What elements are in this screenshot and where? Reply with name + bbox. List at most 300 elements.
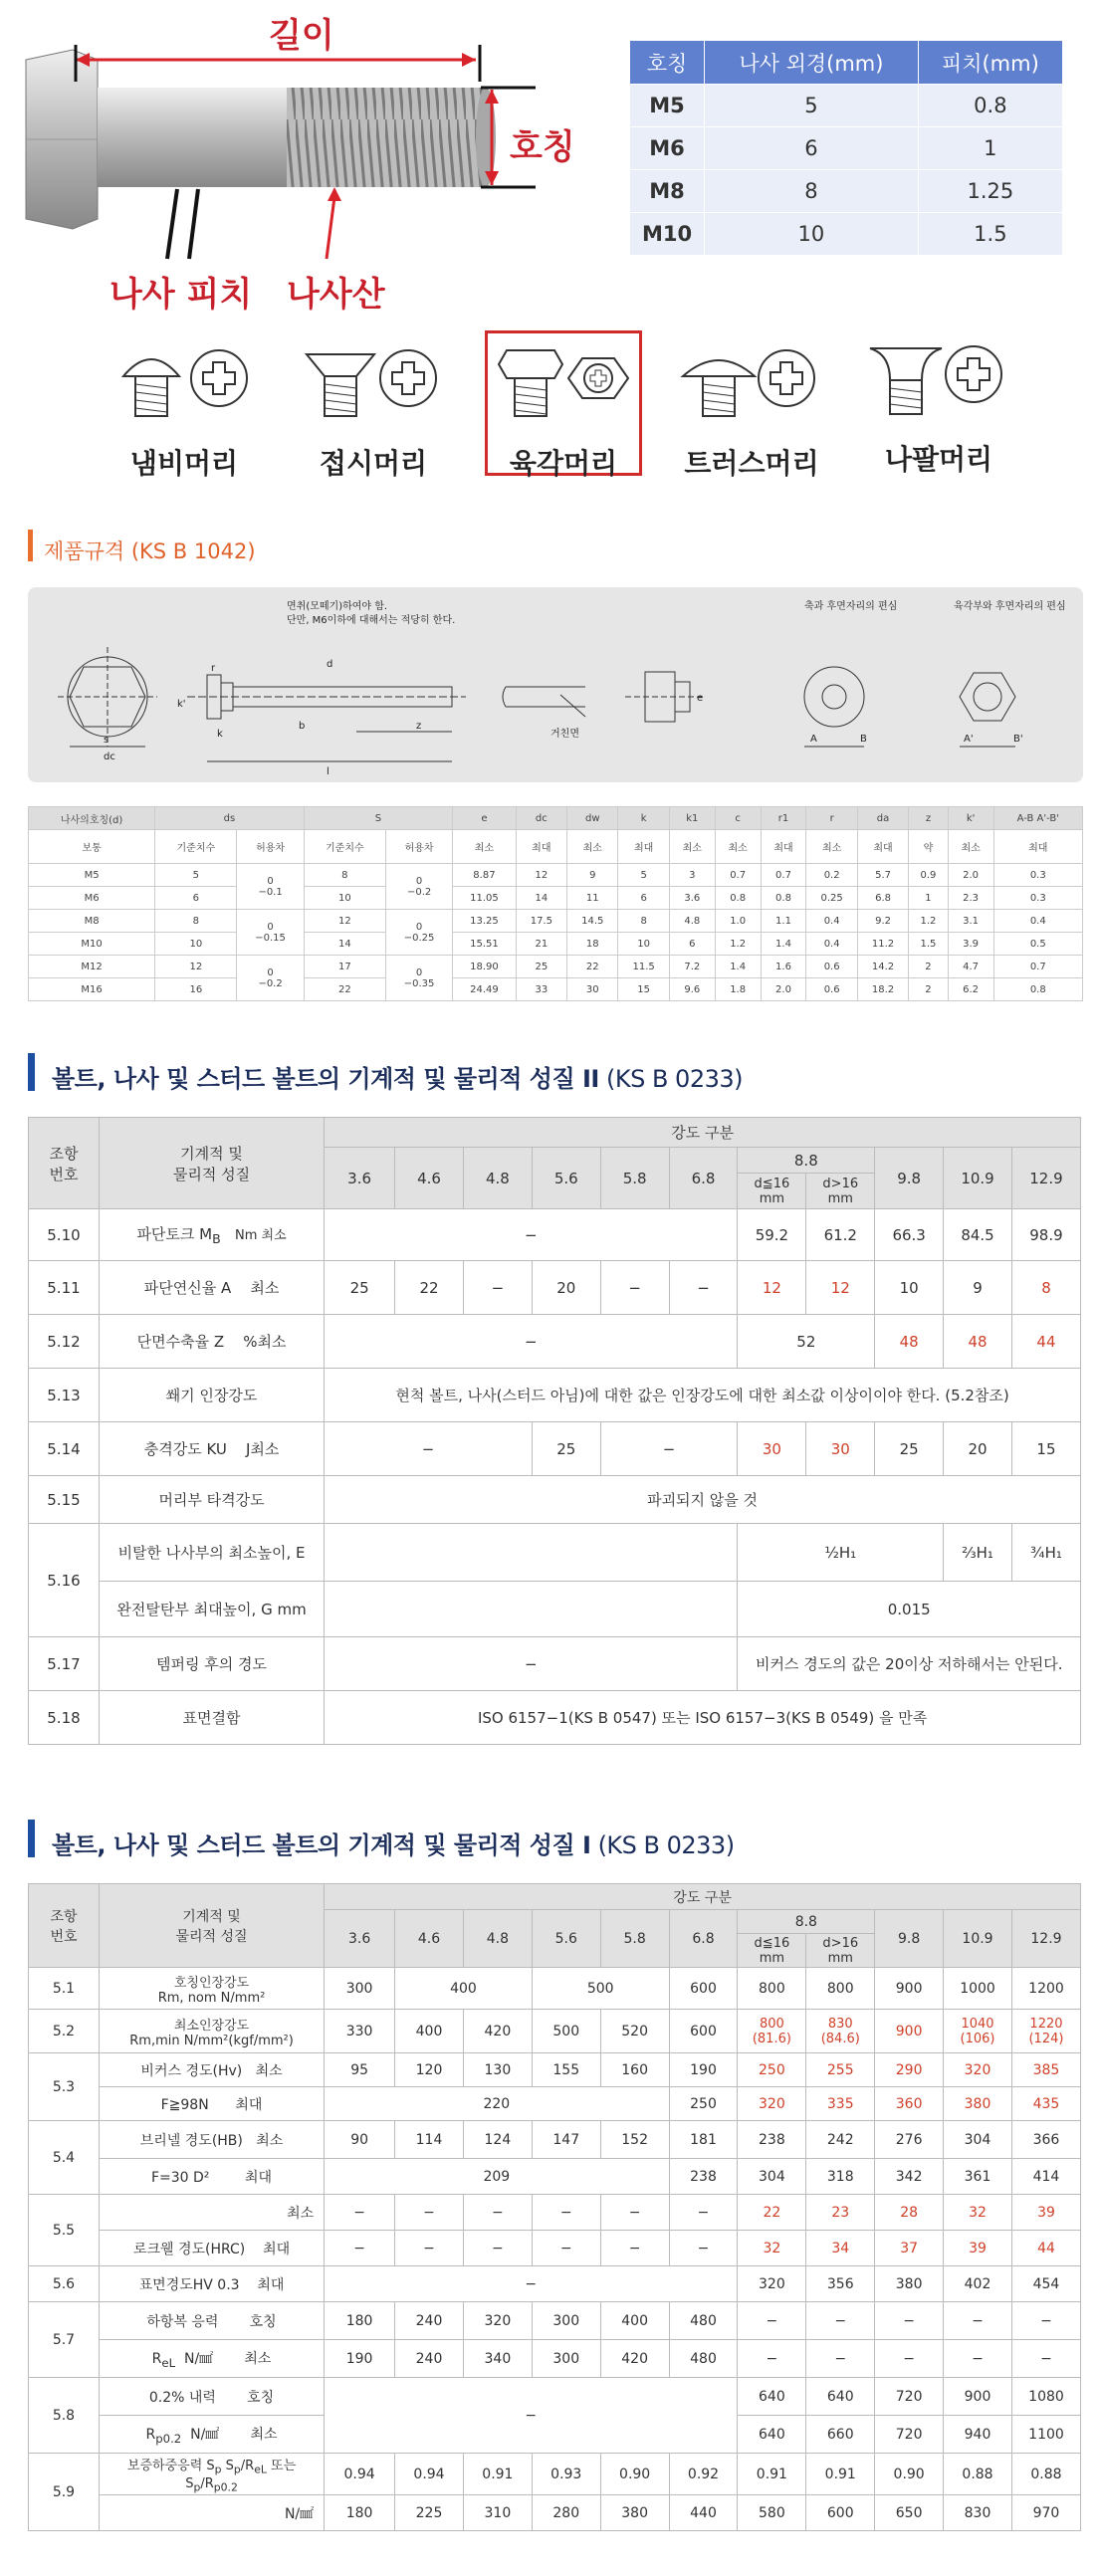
drawing-panel xyxy=(28,587,1083,782)
cell: 640 xyxy=(738,2416,806,2454)
cell: 48 xyxy=(944,1315,1012,1369)
hex-head-icon xyxy=(489,338,638,428)
cell: 290 xyxy=(875,2053,944,2087)
dim-cell: 14.5 xyxy=(567,910,618,933)
sub-grade: d≦16 mm xyxy=(738,1174,806,1209)
cell: 147 xyxy=(532,2121,600,2159)
table1-title-text: 볼트, 나사 및 스터드 볼트의 기계적 및 물리적 성질 I xyxy=(52,1831,591,1859)
dim-cell: 2.0 xyxy=(761,978,806,1001)
row-5-12 xyxy=(29,1315,1081,1369)
dim-cell: 15 xyxy=(618,978,669,1001)
prop-unit: 최대 xyxy=(257,2276,285,2293)
cell: 830 (84.6) xyxy=(806,2010,875,2053)
cell: − xyxy=(395,2195,464,2231)
dim-subheader: 최대 xyxy=(516,830,566,864)
prop-text: 최소인장강도 xyxy=(173,2018,250,2034)
row-5-3b xyxy=(29,2087,1081,2121)
row-no: 5.14 xyxy=(29,1422,100,1476)
cell: − xyxy=(600,2231,669,2266)
prop-text: S xyxy=(221,2458,234,2473)
dim-subheader: 최소 xyxy=(453,830,516,864)
dim-header: S xyxy=(304,807,453,830)
dim-cell: 6.2 xyxy=(948,978,993,1001)
cell: 600 xyxy=(806,2495,875,2531)
cell: 660 xyxy=(806,2416,875,2454)
cell: 220 xyxy=(325,2087,669,2121)
cell: 32 xyxy=(944,2195,1012,2231)
dim-body xyxy=(29,864,1083,1001)
cell: 9 xyxy=(944,1261,1012,1315)
cell: 44 xyxy=(1011,1315,1080,1369)
row-5-16b xyxy=(29,1582,1081,1637)
dim-cell: 0.4 xyxy=(993,910,1082,933)
dim-cell: 12 xyxy=(516,864,566,887)
dim-letter: z xyxy=(416,721,422,732)
row-prop xyxy=(99,1261,324,1315)
drawing-note: 단만, M6이하에 대해서는 적당히 한다. xyxy=(287,615,456,626)
dim-row xyxy=(29,978,1083,1001)
row-prop xyxy=(99,2195,324,2231)
dim-cell: M8 xyxy=(29,910,155,933)
cell: − xyxy=(806,2302,875,2340)
prop-text: 단면수축율 Z xyxy=(136,1333,225,1351)
prop-text: Rm, nom N/mm² xyxy=(157,1990,266,2006)
cell: 900 xyxy=(944,2378,1012,2416)
cell: 480 xyxy=(669,2302,738,2340)
cell: 640 xyxy=(738,2378,806,2416)
cell: 0.88 xyxy=(1011,2454,1080,2495)
prop-unit: 최소 xyxy=(250,1279,280,1297)
dim-header: c xyxy=(715,807,761,830)
cell: − xyxy=(325,1315,738,1369)
col-grade: 강도 구분 xyxy=(325,1884,1081,1910)
prop-text: N/㎟ xyxy=(190,2426,220,2443)
dim-cell: 5.7 xyxy=(857,864,908,887)
dim-cell: 11.2 xyxy=(857,933,908,956)
cell: 720 xyxy=(875,2378,944,2416)
cell: 현척 볼트, 나사(스터드 아님)에 대한 값은 인장강도에 대한 최소값 이상이이야 한다. (5.2참조) xyxy=(325,1369,1081,1422)
cell: 15 xyxy=(1011,1422,1080,1476)
dim-cell: 0.25 xyxy=(806,887,857,910)
grade: 12.9 xyxy=(1011,1910,1080,1968)
dim-subheader: 허용차 xyxy=(237,830,304,864)
dim-header: k xyxy=(618,807,669,830)
dim-cell: 1.5 xyxy=(909,933,948,956)
row-prop xyxy=(99,2340,324,2378)
dim-cell: 9.2 xyxy=(857,910,908,933)
dim-header: e xyxy=(453,807,516,830)
prop-unit: 최소 xyxy=(256,2132,284,2149)
spec-cell: M6 xyxy=(630,127,705,170)
cell: 25 xyxy=(875,1422,944,1476)
prop-sub: p0.2 xyxy=(213,2480,238,2494)
col-no xyxy=(29,1118,100,1209)
spec-row xyxy=(630,170,1063,213)
row-no: 5.8 xyxy=(29,2378,100,2454)
row-5-6 xyxy=(29,2266,1081,2302)
dim-cell: 2.3 xyxy=(948,887,993,910)
row-no: 5.13 xyxy=(29,1369,100,1422)
cell: 20 xyxy=(944,1422,1012,1476)
cell: 48 xyxy=(875,1315,944,1369)
row-5-8a xyxy=(29,2378,1081,2416)
row-no: 5.10 xyxy=(29,1209,100,1261)
spec-cell: 8 xyxy=(705,170,919,213)
dim-cell: 6 xyxy=(669,933,715,956)
dim-header: 나사의호칭(d) xyxy=(29,807,155,830)
prop-text: F=30 D² xyxy=(150,2169,210,2186)
prop-unit: 최소 xyxy=(255,2062,283,2079)
prop-unit: 호칭 xyxy=(247,2389,275,2406)
flat-head-icon xyxy=(299,338,448,428)
prop-text: 보증하중응력 S xyxy=(126,2458,215,2473)
col-prop xyxy=(99,1118,324,1209)
dim-cell: 8.87 xyxy=(453,864,516,887)
cell: 190 xyxy=(325,2340,395,2378)
cell: − xyxy=(463,2195,532,2231)
head-name: 트러스머리 xyxy=(684,447,819,480)
cell: 25 xyxy=(325,1261,395,1315)
dim-cell: 18 xyxy=(567,933,618,956)
dim-cell: 0.5 xyxy=(993,933,1082,956)
grade: 8.8 xyxy=(738,1910,875,1934)
dim-cell: 0 −0.2 xyxy=(385,864,452,910)
dim-subheader: 최대 xyxy=(993,830,1082,864)
cell: 435 xyxy=(1011,2087,1080,2121)
grade: 6.8 xyxy=(669,1148,738,1209)
dim-cell: M6 xyxy=(29,887,155,910)
cell: 900 xyxy=(875,1968,944,2010)
row-no: 5.15 xyxy=(29,1476,100,1524)
cell: − xyxy=(669,2231,738,2266)
dim-cell: 1.2 xyxy=(715,933,761,956)
cell: 1040 (106) xyxy=(944,2010,1012,2053)
prop-text: Rm,min N/mm²(kgf/mm²) xyxy=(129,2033,294,2048)
col-no-text: 조항 번호 xyxy=(50,1908,78,1945)
dim-cell: 22 xyxy=(304,978,385,1001)
row-5-5b xyxy=(29,2231,1081,2266)
prop-sub: p xyxy=(233,2463,241,2476)
row-5-7a xyxy=(29,2302,1081,2340)
head-pan xyxy=(100,338,269,482)
prop-text: 로크웰 경도(HRC) xyxy=(132,2241,246,2257)
dim-subheader: 최소 xyxy=(567,830,618,864)
dim-cell: 0 −0.25 xyxy=(385,910,452,956)
dim-cell: 0.2 xyxy=(806,864,857,887)
grade: 10.9 xyxy=(944,1910,1012,1968)
dim-header: r1 xyxy=(761,807,806,830)
technical-drawing xyxy=(28,587,1083,782)
cell: 10 xyxy=(875,1261,944,1315)
row-5-18 xyxy=(29,1691,1081,1745)
cell: 300 xyxy=(532,2340,600,2378)
dim-subheader: 최대 xyxy=(857,830,908,864)
grade: 12.9 xyxy=(1011,1148,1080,1209)
dim-header: dw xyxy=(567,807,618,830)
dim-cell: 8 xyxy=(304,864,385,887)
cell: 242 xyxy=(806,2121,875,2159)
prop-text: 브리넬 경도(HB) xyxy=(139,2132,243,2149)
pitch-label: 나사 피치 xyxy=(110,275,253,315)
row-5-9b xyxy=(29,2495,1081,2531)
cell: − xyxy=(325,1209,738,1261)
dim-letter: l xyxy=(327,766,330,777)
dim-letter: k' xyxy=(177,699,186,710)
cell: 0.92 xyxy=(669,2454,738,2495)
prop-unit: 최소 xyxy=(250,2426,278,2443)
cell: 61.2 xyxy=(806,1209,875,1261)
cell: 420 xyxy=(600,2340,669,2378)
cell: 300 xyxy=(532,2302,600,2340)
cell: 1200 xyxy=(1011,1968,1080,2010)
cell: 900 xyxy=(875,2010,944,2053)
dim-cell: 2 xyxy=(909,978,948,1001)
prop-text: S xyxy=(185,2475,194,2491)
spec-row xyxy=(630,85,1063,127)
col-no-text: 조항 번호 xyxy=(49,1144,79,1183)
grade: 3.6 xyxy=(325,1910,395,1968)
dim-subheader: 최소 xyxy=(806,830,857,864)
dim-letter: d xyxy=(327,659,333,670)
dim-cell: 0 −0.35 xyxy=(385,956,452,1001)
row-prop xyxy=(99,2302,324,2340)
cell: 240 xyxy=(395,2340,464,2378)
spec-header-row xyxy=(630,41,1063,85)
cell: − xyxy=(325,2378,738,2454)
cell: 120 xyxy=(395,2053,464,2087)
cell: − xyxy=(600,1261,669,1315)
dim-cell: 0.4 xyxy=(806,910,857,933)
cell: 454 xyxy=(1011,2266,1080,2302)
dim-cell: 12 xyxy=(304,910,385,933)
row-no: 5.4 xyxy=(29,2121,100,2195)
prop-sub: B xyxy=(212,1231,221,1246)
row-prop xyxy=(99,2087,324,2121)
row-prop xyxy=(99,2010,324,2053)
cell: − xyxy=(669,1261,738,1315)
row-prop xyxy=(99,1422,324,1476)
row-no: 5.2 xyxy=(29,2010,100,2053)
cell: − xyxy=(944,2340,1012,2378)
cell: 180 xyxy=(325,2495,395,2531)
cell: 640 xyxy=(806,2378,875,2416)
cell: 44 xyxy=(1011,2231,1080,2266)
col-prop-text: 기계적 및 물리적 성질 xyxy=(172,1144,251,1183)
dim-subheader: 기준치수 xyxy=(155,830,237,864)
dim-cell: M10 xyxy=(29,933,155,956)
cell: 181 xyxy=(669,2121,738,2159)
dim-letter: A xyxy=(810,734,817,745)
grade: 10.9 xyxy=(944,1148,1012,1209)
cell: − xyxy=(738,2302,806,2340)
cell: 250 xyxy=(738,2053,806,2087)
row-5-9a xyxy=(29,2454,1081,2495)
table1-title-std: (KS B 0233) xyxy=(590,1831,735,1859)
cell: 39 xyxy=(1011,2195,1080,2231)
cell: 8 xyxy=(1011,1261,1080,1315)
prop-text: 비커스 경도(Hv) xyxy=(140,2062,243,2079)
cell: 0.015 xyxy=(738,1582,1081,1637)
dim-subheader: 최소 xyxy=(715,830,761,864)
cell: 30 xyxy=(806,1422,875,1476)
dim-header: da xyxy=(857,807,908,830)
prop-text: 파단토크 M xyxy=(136,1225,213,1243)
prop-unit: Nm 최소 xyxy=(235,1228,287,1243)
cell: 34 xyxy=(806,2231,875,2266)
cell: 318 xyxy=(806,2159,875,2195)
row-prop: 표면결함 xyxy=(99,1691,324,1745)
dim-cell: 0.6 xyxy=(806,956,857,978)
spec-cell: 1 xyxy=(918,127,1062,170)
row-prop: 머리부 타격강도 xyxy=(99,1476,324,1524)
cell: − xyxy=(806,2340,875,2378)
cell: 800 xyxy=(806,1968,875,2010)
prop-unit: %최소 xyxy=(243,1333,287,1351)
cell: − xyxy=(325,2231,395,2266)
dim-letter: k xyxy=(217,729,223,740)
cell: 520 xyxy=(600,2010,669,2053)
cell: 0.93 xyxy=(532,2454,600,2495)
cell: ISO 6157−1(KS B 0547) 또는 ISO 6157−3(KS B 0549) 을 만족 xyxy=(325,1691,1081,1745)
dim-cell: 1.8 xyxy=(715,978,761,1001)
row-no: 5.6 xyxy=(29,2266,100,2302)
thread-label: 나사산 xyxy=(287,275,385,315)
cell: 0.90 xyxy=(875,2454,944,2495)
row-no: 5.12 xyxy=(29,1315,100,1369)
dim-cell: 8 xyxy=(618,910,669,933)
row-5-17 xyxy=(29,1637,1081,1691)
prop-text: 하항복 응력 xyxy=(146,2313,219,2330)
cell: 800 xyxy=(738,1968,806,2010)
row-5-15 xyxy=(29,1476,1081,1524)
table2-title-text: 볼트, 나사 및 스터드 볼트의 기계적 및 물리적 성질 II xyxy=(52,1065,599,1093)
spec-cell: M5 xyxy=(630,85,705,127)
cell: 209 xyxy=(325,2159,669,2195)
length-label: 길이 xyxy=(269,16,334,56)
dim-header-row xyxy=(29,807,1083,830)
dim-cell: 14.2 xyxy=(857,956,908,978)
truss-head-icon xyxy=(677,338,826,428)
cell: 0.91 xyxy=(738,2454,806,2495)
row-5-3a xyxy=(29,2053,1081,2087)
trumpet-head-icon xyxy=(864,334,1013,424)
prop-sub: eL xyxy=(161,2355,176,2370)
grade: 4.8 xyxy=(463,1148,532,1209)
cell: 59.2 xyxy=(738,1209,806,1261)
dim-cell: 1.0 xyxy=(715,910,761,933)
head-name: 육각머리 xyxy=(509,447,618,480)
dim-cell: 11.5 xyxy=(618,956,669,978)
cell: 380 xyxy=(875,2266,944,2302)
cell: 310 xyxy=(463,2495,532,2531)
cell: 440 xyxy=(669,2495,738,2531)
cell: 420 xyxy=(463,2010,532,2053)
cell: 1000 xyxy=(944,1968,1012,2010)
row-prop xyxy=(99,2159,324,2195)
dim-cell: 10 xyxy=(618,933,669,956)
dim-cell: 6 xyxy=(618,887,669,910)
grade: 3.6 xyxy=(325,1148,395,1209)
cell: 330 xyxy=(325,2010,395,2053)
dim-cell: M12 xyxy=(29,956,155,978)
cell: 0.94 xyxy=(395,2454,464,2495)
drawing-note: 육각부와 후면자리의 편심 xyxy=(954,601,1066,612)
cell: 152 xyxy=(600,2121,669,2159)
cell: 280 xyxy=(532,2495,600,2531)
cell: 385 xyxy=(1011,2053,1080,2087)
prop-sub: p0.2 xyxy=(155,2431,182,2446)
cell: 580 xyxy=(738,2495,806,2531)
col-grade: 강도 구분 xyxy=(325,1118,1081,1148)
cell: 22 xyxy=(395,1261,464,1315)
dim-header: r xyxy=(806,807,857,830)
row-5-1 xyxy=(29,1968,1081,2010)
prop-unit: J최소 xyxy=(245,1440,280,1458)
dim-cell: 0.4 xyxy=(806,933,857,956)
row-5-4b xyxy=(29,2159,1081,2195)
cell xyxy=(325,1524,738,1582)
row-5-16a xyxy=(29,1524,1081,1582)
head-name: 냄비머리 xyxy=(129,447,239,480)
cell: 340 xyxy=(463,2340,532,2378)
cell: 320 xyxy=(944,2053,1012,2087)
dim-letter: b xyxy=(299,721,306,732)
head-hex xyxy=(479,338,648,482)
dim-cell: 1.6 xyxy=(761,956,806,978)
dim-subheader: 최대 xyxy=(618,830,669,864)
grade: 5.8 xyxy=(600,1148,669,1209)
cell: − xyxy=(325,1637,738,1691)
prop-text: R xyxy=(151,2350,162,2367)
cell: 500 xyxy=(532,2010,600,2053)
cell: 600 xyxy=(669,2010,738,2053)
col-prop-text: 기계적 및 물리적 성질 xyxy=(175,1908,248,1945)
cell: 800 (81.6) xyxy=(738,2010,806,2053)
cell: − xyxy=(600,1422,738,1476)
sub-grade: d>16 mm xyxy=(806,1174,875,1209)
cell: 52 xyxy=(738,1315,875,1369)
grade: 8.8 xyxy=(738,1148,875,1174)
dim-cell: 18.2 xyxy=(857,978,908,1001)
dim-cell: 17.5 xyxy=(516,910,566,933)
cell: 720 xyxy=(875,2416,944,2454)
dim-cell: 1.4 xyxy=(761,933,806,956)
dim-cell: 4.7 xyxy=(948,956,993,978)
dim-cell: 0.6 xyxy=(806,978,857,1001)
dim-cell: 3 xyxy=(669,864,715,887)
cell: − xyxy=(325,2195,395,2231)
cell: 402 xyxy=(944,2266,1012,2302)
row-prop: 쐐기 인장강도 xyxy=(99,1369,324,1422)
dim-subheader: 최소 xyxy=(669,830,715,864)
dim-subheader: 최대 xyxy=(761,830,806,864)
spec-cell: 6 xyxy=(705,127,919,170)
prop-sub: eL xyxy=(254,2463,267,2476)
dim-cell: M5 xyxy=(29,864,155,887)
cell: 84.5 xyxy=(944,1209,1012,1261)
row-prop xyxy=(99,2231,324,2266)
row-5-7b xyxy=(29,2340,1081,2378)
cell: 400 xyxy=(395,2010,464,2053)
drawing-note: 축과 후면자리의 편심 xyxy=(804,601,898,612)
dim-cell: 0.8 xyxy=(715,887,761,910)
cell: 400 xyxy=(395,1968,533,2010)
cell: 124 xyxy=(463,2121,532,2159)
spec-header: 피치(mm) xyxy=(918,41,1062,85)
cell: − xyxy=(463,2231,532,2266)
row-no: 5.3 xyxy=(29,2053,100,2121)
dim-header: k1 xyxy=(669,807,715,830)
